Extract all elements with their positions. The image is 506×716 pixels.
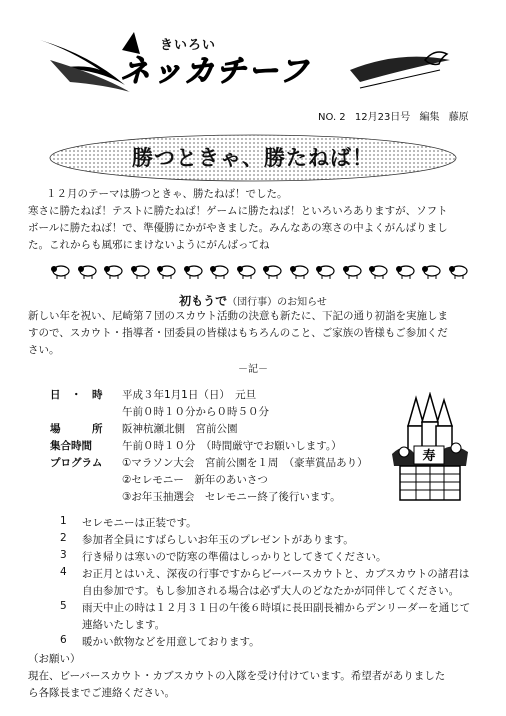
note-text: 雨天中止の時は１２月３１日の午後６時頃に長田副長補からデンリーダーを通じて bbox=[82, 602, 471, 614]
logo-kana: きいろい bbox=[160, 38, 217, 53]
issue-info bbox=[318, 108, 475, 123]
detail-row: 集合時間 午前０時１０分 （時間厳守でお願いします。） bbox=[50, 440, 342, 452]
banner-text: 勝つときゃ、勝たねば！ bbox=[132, 146, 374, 170]
note-text: 参加者全員にすばらしいお年玉のプレゼントがあります。 bbox=[82, 534, 354, 546]
critter-icon bbox=[183, 262, 205, 280]
newsletter-title: ネッカチーフ bbox=[120, 54, 311, 89]
notice-line: すので、スカウト・指導者・団委員の皆様はもちろんのこと、ご家族の皆様もご参加くだ bbox=[28, 327, 448, 339]
note-text: セレモニーは正装です。 bbox=[82, 517, 197, 529]
critter-icon bbox=[77, 262, 99, 280]
critter-icon bbox=[448, 262, 470, 280]
detail-row: 日 ・ 時 平成３年1月1日（日） 元旦 bbox=[50, 389, 257, 401]
decorative-divider bbox=[50, 262, 470, 282]
critter-icon bbox=[368, 262, 390, 280]
intro-line: た。これからも風邪にまけないようにがんばってね bbox=[28, 239, 270, 251]
kotobuki-glyph: 寿 bbox=[422, 449, 436, 464]
critter-icon bbox=[421, 262, 443, 280]
notice-title: 初もうで（団行事）のお知らせ bbox=[179, 294, 327, 308]
critter-icon bbox=[262, 262, 284, 280]
critter-icon bbox=[130, 262, 152, 280]
critter-icon bbox=[342, 262, 364, 280]
theme-banner bbox=[48, 133, 458, 183]
critter-icon bbox=[103, 262, 125, 280]
critter-icon bbox=[209, 262, 231, 280]
critter-icon bbox=[236, 262, 258, 280]
note-text: お正月とはいえ、深夜の行事ですからビーバースカウトと、カブスカウトの諸君は bbox=[82, 568, 470, 580]
intro-line: ボールに勝たねば！で、準優勝にかがやきました。みんなあの寒さの中よくがんばりまし bbox=[28, 222, 448, 234]
request-heading: （お願い） bbox=[28, 653, 81, 665]
program-item: ③お年玉抽選会 セレモニー終了後行います。 bbox=[122, 491, 341, 503]
detail-row: プログラム ①マラソン大会 宮前公園を１周 （豪華賞品あり） bbox=[50, 457, 368, 469]
note-number: 1 bbox=[60, 515, 67, 527]
request-line: ら各隊長までご連絡ください。 bbox=[28, 687, 175, 699]
editor-label: 編集 bbox=[419, 112, 440, 123]
note-number: 6 bbox=[60, 634, 67, 646]
editor-name: 藤原 bbox=[448, 112, 469, 123]
notice-line: さい。 bbox=[28, 344, 60, 356]
detail-row: 午前０時１０分から０時５０分 bbox=[122, 406, 269, 418]
notice-line: 新しい年を祝い、尼崎第７団のスカウト活動の決意も新たに、下記の通り初詣を実施しま bbox=[28, 310, 448, 322]
critter-icon bbox=[50, 262, 72, 280]
note-number: 4 bbox=[60, 566, 67, 578]
critter-icon bbox=[156, 262, 178, 280]
kadomatsu-illustration bbox=[386, 392, 474, 504]
ki-heading: －記－ bbox=[238, 364, 268, 375]
intro-line: 寒さに勝たねば！テストに勝たねば！ゲームに勝たねば！といろいろありますが、ソフト bbox=[28, 205, 448, 217]
note-number: 5 bbox=[60, 600, 67, 612]
note-number: 2 bbox=[60, 532, 67, 544]
note-text: 連絡いたします。 bbox=[82, 619, 166, 631]
critter-icon bbox=[289, 262, 311, 280]
intro-line: １２月のテーマは勝つときゃ、勝たねば！でした。 bbox=[46, 188, 288, 200]
note-text: 暖かい飲物などを用意しております。 bbox=[82, 636, 260, 648]
note-number: 3 bbox=[60, 549, 67, 561]
issue-number: NO. 2 bbox=[318, 112, 346, 123]
note-text: 行き帰りは寒いので防寒の準備はしっかりとしてきてください。 bbox=[82, 551, 387, 563]
request-line: 現在、ビーバースカウト・カブスカウトの入隊を受け付けています。希望者がありました bbox=[28, 670, 446, 682]
issue-date: 12月23日号 bbox=[354, 112, 411, 123]
program-item: ②セレモニー 新年のあいさつ bbox=[122, 474, 268, 486]
note-text: 自由参加です。もし参加される場合は必ず大人のどなたかが同伴してください。 bbox=[82, 585, 460, 597]
critter-icon bbox=[395, 262, 417, 280]
detail-row: 場 所 阪神杭瀬北側 宮前公園 bbox=[50, 423, 238, 435]
critter-icon bbox=[315, 262, 337, 280]
